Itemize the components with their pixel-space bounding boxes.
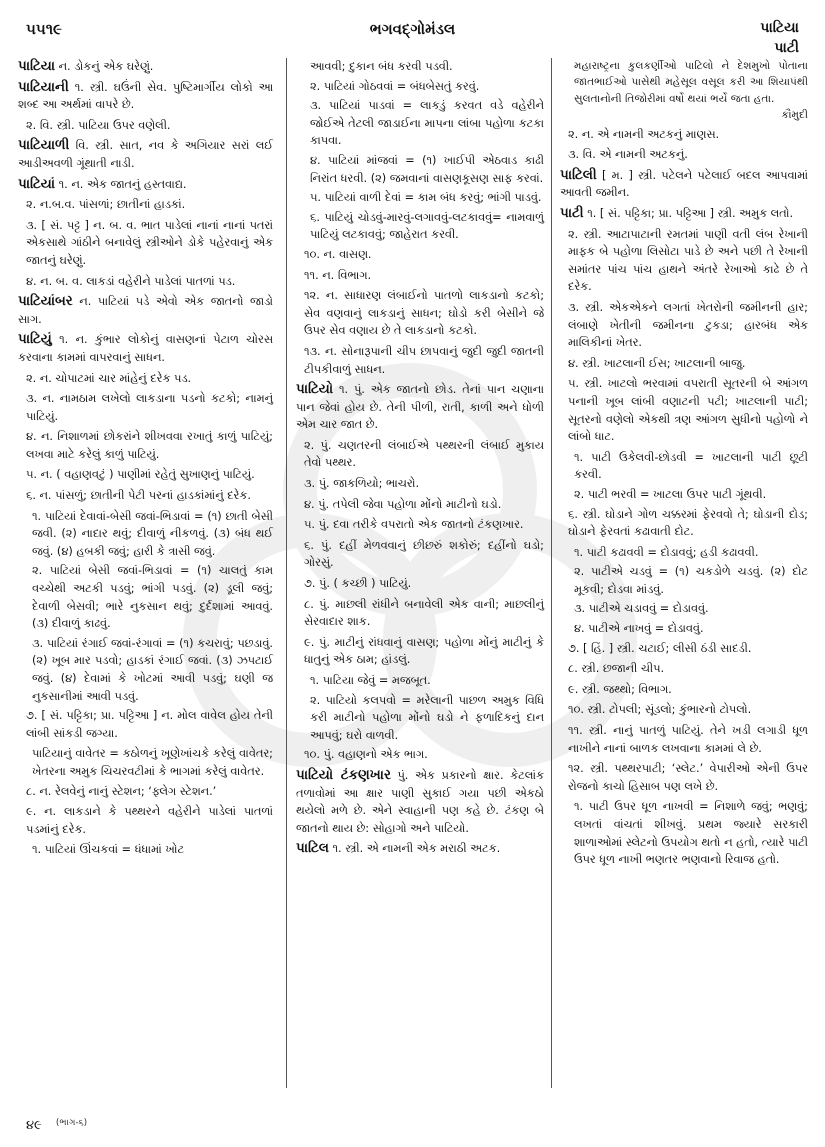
headword: પાટિયાળી	[18, 138, 70, 154]
sense-definition: ૮. ન. રેલવેનું નાનું સ્ટેશન; ‘ફ્લેગ સ્ટેશન.’	[26, 784, 217, 798]
sense-definition: ૯. ન. લાકડાને કે પથ્થરને વહેરીને પાડેલાં પાતળાં પડમાંનું દરેક.	[26, 805, 273, 836]
sense-definition: ૩. [ સં. પટ્ટ ] ન. બ. વ. ભાત પાડેલાં નાનાં નાનાં પતરાં એકસાથે ગાંઠીને બનાવેલું સ્ત્રીઓને ડોકે પહેરવાનું એક જાતનું ઘરેણું.	[26, 218, 273, 267]
guide-word-first: પાટિયા	[760, 20, 799, 36]
idiom-definition: ૨. પાટિયો કલપવો = મરેલાની પાછળ અમુક વિધિ કરી માટીનો પહોળા મોંનો ઘડો ને ફળાદિકનું દાન આપવું; ઘરો વાળવી.	[310, 693, 544, 742]
sense-definition: ૧૨. ન. સાધારણ લંબાઈનો પાતળો લાકડાનો કટકો; સેવ વણવાનું લાકડાનું સાધન; ઘોડો કરી બેસીને જે ઉપર સેવ વણાય છે તે લાકડાનો કટકો.	[304, 289, 544, 338]
guide-word-last: પાટી	[774, 40, 799, 56]
sense-definition: ૧૦. ન. વાસણ.	[304, 247, 372, 261]
sense-definition: ૪. ન. બ. વ. લાકડાં વહેરીને પાડેલાં પાતળાં પડ.	[26, 274, 236, 288]
column-divider	[551, 58, 552, 1088]
idiom-definition: ૫. પાટિયાં વાળી દેવાં = કામ બંધ કરવું; ભાંગી પાડવું.	[310, 191, 542, 205]
sense-definition: ૭. [ સં. પટ્ટિકા; પ્રા. પટ્ટિઆ ] ન. મોલ વાવેલ હોય તેની લાંબી સાંકડી જગ્યા.	[26, 709, 273, 740]
headword: પાટિલ	[296, 841, 329, 857]
headword: પાટી	[560, 206, 584, 221]
dictionary-entry	[18, 58, 273, 76]
sense-definition: ૫. સ્ત્રી. ખાટલો ભરવામાં વપરાતી સૂતરની બે આંગળ પનાની ખૂબ લાંબી વણાટની પટી; ખાટલાની પાટી; સૂતરનો વણેલો એકથી ત્રણ આંગળ સુધીનો પહોળો ને લાંબો ધાટ.	[568, 377, 808, 444]
sense-definition: ૧૨. સ્ત્રી. પથ્થરપાટી; ‘સ્લેટ.’ વેપારીઓ એની ઉપર રોજનો કાચો હિસાબ પણ લખે છે.	[568, 762, 808, 793]
sense-definition: ૮. પું. માછલી રાંધીને બનાવેલી એક વાની; માછલીનું સેરવાદાર શાક.	[304, 597, 544, 629]
sense-definition: ૩. પું. જાકળિયો; ભાચરો.	[304, 477, 420, 491]
sense-definition: ૫. ન. ( વહાણવટું ) પાણીમાં રહેતું સુખાણનું પાટિયું.	[26, 468, 255, 482]
idiom-definition: ૩. પાટિયાં પાડવાં = લાકડું કરવત વડે વહેરીને જોઈએ તેટલી જાડાઈના માપના લાંબા પહોળા કટકા કાપવા.	[310, 99, 544, 148]
sense-definition: ૯. સ્ત્રી. જથ્થો; વિભાગ.	[568, 682, 672, 696]
page-number: ૫૫૧૯	[26, 20, 62, 38]
idiom-definition: ૧. પાટિયા જેવું = મજબૂત.	[310, 674, 431, 687]
idiom-definition: ૩. પાટિયાં રંગાઈ જવાં-રંગાવાં = (૧) કચરાવું; પછડાવું. (૨) ખૂબ માર પડવો; હાડકાં રંગાઈ જવાં. (૩) ઝપટાઈ જવું. (૪) દેવામાં કે ખોટમાં આવી પડવું; ઘણી જ નુકસાનીમાં આવી પડવું.	[32, 636, 273, 703]
page-footer	[26, 1118, 87, 1133]
entry-definition: ૧. પું. એક જાતનો છોડ. તેનાં પાન ચણાના પાન જેવાં હોય છે. તેની પીળી, રાતી, કાળી અને ધોળી એમ ચાર જાત છે.	[296, 383, 544, 432]
sense-definition: ૧૧. સ્ત્રી. નાનું પાતળું પાટિયું. તેને ખડી લગાડી ધૂળ નાખીને નાનાં બાળક લખવાના કામમાં લે છે.	[568, 724, 808, 755]
entry-definition: ન. ડોકનું એક ઘરેણું.	[55, 60, 154, 73]
dictionary-entry	[18, 331, 273, 366]
idiom-definition: ૧. પાટી ઉપર ધૂળ નાખવી = નિશાળે જવું; ભણવું; લખતાં વાંચતાં શીખવું. પ્રથમ જ્યારે સરકારી શાળાઓમાં સ્લેટનો ઉપયોગ થતો ન હતો, ત્યારે પાટી ઉપર ધૂળ નાખી ભણતર ભણવાનો રિવાજ હતો.	[574, 800, 808, 867]
idiom-definition: ૧. પાટી કઢાવવી = દોડાવવું; હડી કઢાવવી.	[574, 545, 759, 559]
entry-definition: ૧. ન. કુંભાર લોકોનું વાસણનાં પેટાળ ચોરસ કરવાના કામમાં વાપરવાનું સાધન.	[18, 333, 273, 364]
headword: પાટિયા	[18, 59, 56, 74]
sense-definition: ૮. સ્ત્રી. છજાની ચીપ.	[568, 662, 665, 676]
column-2	[296, 58, 544, 861]
column-1	[18, 58, 273, 861]
quote-text: મહારાષ્ટ્રના કુલકર્ણીઓ પાટિલો ને દેશમુખો પોતાના જાતભાઈઓ પાસેથી મહેસૂલ વસૂલ કરી આ શિયાપંથી સુલતાનોની તિજોરીમાં વર્ષો થયાં ભર્યે જતા હતા.	[574, 60, 808, 105]
sense-definition: ૩. સ્ત્રી. એકએકને લગતાં ખેતરોની જમીનની હાર; લંબાણે ખેતીની જમીનના ટુકડા; હારબંધ એક માલિકીનાં ખેતર.	[568, 300, 808, 350]
entry-definition: ૧. ન. એક જાતનું હસ્તવાદ્ય.	[55, 177, 187, 191]
sense-definition: ૪. સ્ત્રી. ખાટલાની ઈસ; ખાટલાની બાજુ.	[568, 356, 746, 370]
entry-definition: ૧. સ્ત્રી. એ નામની એક મરાઠી અટક.	[328, 842, 501, 856]
column-divider	[286, 58, 287, 1088]
dictionary-entry	[18, 137, 273, 172]
sense-definition: ૨. ન.બ.વ. પાંસળાં; છાતીનાં હાડકાં.	[26, 198, 186, 212]
entry-definition: [ મ. ] સ્ત્રી. પટેલને પટેલાઈ બદલ આપવામાં આવતી જમીન.	[560, 168, 808, 200]
sense-definition: ૬. ન. પાંસળું; છાતીની પેટી પરનાં હાડકાંમાંનું દરેક.	[26, 489, 251, 503]
column-3	[560, 58, 808, 871]
page-header	[0, 0, 825, 56]
dictionary-entry	[18, 293, 273, 328]
idiom-definition: ૨. પાટીએ ચડવું = (૧) ચકડોળે ચડવું. (૨) દોટ મૂકવી; દોડવા માંડવું.	[574, 565, 808, 596]
idiom-definition: ૩. પાટીએ ચડાવવું = દોડાવવું.	[574, 602, 709, 616]
sense-definition: ૧૩. ન. સોનારૂપાની ચીપ છાપવાનું જુદી જુદી જાતની ટીપકીવાળું સાધન.	[304, 344, 544, 376]
sense-definition: ૫. પું. દવા તરીકે વપરાતો એક જાતનો ટંકણખાર.	[304, 518, 524, 532]
headword: પાટિયાંબર	[18, 294, 73, 310]
sense-definition: ૨. ન. ચોપાટમાં ચાર માંહેનું દરેક પડ.	[26, 371, 192, 385]
sense-definition: ૨. વિ. સ્ત્રી. પાટિયા ઉપર વણેલી.	[26, 118, 171, 132]
sense-definition: ૬. સ્ત્રી. ઘોડાને ગોળ ચક્કરમાં ફેરવવો તે; ઘોડાની દોડ; ઘોડાને ફેરવતાં કઢાવાતી દોટ.	[568, 507, 808, 539]
idiom-definition: ૨. પાટિયાં બેસી જવાં-ભિડાવાં = (૧) ચાલતું કામ વચ્ચેથી અટકી પડવું; ભાંગી પડવું. (૨) ડૂલી જવું; દેવાળી બેસવી; ભારે નુકસાન થવું; દુર્દશામાં આવવું. (૩) દીવાળું કાઢવું.	[32, 564, 273, 631]
sense-definition: ૪. પું. તપેલી જેવા પહોળા મોંનો માટીનો ઘડો.	[304, 497, 502, 511]
sense-definition: ૨. સ્ત્રી. આટાપાટાની રમતમાં પાણી વતી લંબ રેખાની માફક બે પહોળા લિસોટા પાડે છે અને પછી તે રેખાની સમાંતર પાંચ પાંચ હાથને અંતરે રેખાઓ કાઢે છે તે દરેક.	[568, 227, 808, 294]
entry-definition: ૧. [ સં. પટ્ટિકા; પ્રા. પટ્ટિઆ ] સ્ત્રી. અમુક લતો.	[583, 207, 794, 220]
idiom-definition: પાટિયાનું વાવેતર = કઠોળનું ખૂણેખાંચકે કરેલું વાવેતર; ખેતરના અમુક ચિચરવટીમાં કે ભાગમાં કરેલું વાવેતર.	[32, 747, 273, 778]
idiom-definition: આવવી; દુકાન બંધ કરવી પડવી.	[310, 60, 453, 73]
entry-definition: ન. પાટિયાં પડે એવો એક જાતનો જાડો સાગ.	[18, 295, 273, 326]
idiom-definition: ૧. પાટિયાં ઊંચકવાં = ધંધામાં ખોટ	[32, 843, 185, 857]
dictionary-entry	[296, 840, 544, 858]
idiom-definition: ૬. પાટિયું ચોડવું-મારવું-લગાવવું-લટકાવવું= નામવાળું પાટિયું લટકાવવું; જાહેરાત કરવી.	[310, 210, 544, 242]
entry-definition: પું. એક પ્રકારનો ક્ષાર. કેટલાંક તળાવોમાં આ ક્ષાર પાણી સુકાઈ ગયા પછી એકઠો થયેલો મળે છે. એને સ્વાહાની પણ કહે છે. ટંકણ બે જાતનો થાય છે: સોહાગો અને પાટિયો.	[296, 768, 544, 835]
sense-definition: ૨. પું. ચણતરની લંબાઈએ પથ્થરની લંબાઈ મુકાય તેવો પથ્થર.	[304, 438, 544, 470]
sense-definition: ૧૦. સ્ત્રી. ટોપલી; સૂંડલો; કુંભારનો ટોપલો.	[568, 703, 752, 717]
dictionary-entry	[18, 79, 273, 114]
sense-definition: ૪. ન. નિશાળમાં છોકરાંને શીખવવા રખાતું કાળું પાટિયું; લખવા માટે કરેલું કાળું પાટિયું.	[26, 430, 273, 461]
entry-definition: ૧. સ્ત્રી. ઘઉંની સેવ. પુષ્ટિમાર્ગીય લોકો આ શબ્દ આ અર્થમાં વાપરે છે.	[18, 80, 273, 112]
sense-definition: ૧૧. ન. વિભાગ.	[304, 268, 372, 282]
dictionary-columns	[0, 58, 825, 1088]
sense-definition: ૯. પું. માટીનું રાંધવાનું વાસણ; પહોળા મોંનું માટીનું કે ધાતુનું એક ઠામ; હાંડલું.	[304, 635, 544, 667]
headword: પાટિયો ટંકણખાર	[296, 767, 391, 783]
dictionary-entry	[560, 167, 808, 202]
sense-definition: ૬. પું. દહીં મેળવવાનું છીછરું શકોરું; દહીંનો ઘડો; ગોરસું.	[304, 538, 544, 570]
sense-definition: ૩. વિ. એ નામની અટકનું.	[568, 148, 688, 162]
footer-page-marker: ૪૯	[26, 1118, 42, 1133]
sense-definition: ૭. [ હિં. ] સ્ત્રી. ચટાઈ; લીસી ઠંડી સાદડી.	[568, 641, 752, 655]
quote-source: કૌમુદી	[781, 109, 808, 122]
sense-definition: ૩. ન. નામઠામ લખેલો લાકડાના પડનો કટકો; નામનું પાટિયું.	[26, 392, 273, 423]
citation-quote	[574, 58, 808, 124]
dictionary-entry	[296, 381, 544, 434]
idiom-definition: ૨. પાટિયાં ગોઠવવાં = બંધબેસતું કરવું.	[310, 79, 480, 93]
headword: પાટિયાની	[18, 79, 69, 95]
dictionary-entry	[18, 176, 273, 194]
entry-definition: વિ. સ્ત્રી. સાત, નવ કે અગિયાર સરાં લઈ આડીઅવળી ગૂંથાતી નાડી.	[18, 139, 273, 170]
dictionary-entry	[560, 205, 808, 223]
sense-definition: ૭. પું. ( કચ્છી ) પાટિયું.	[304, 577, 412, 591]
headword: પાટિલી	[560, 167, 597, 183]
idiom-definition: ૪. પાટીએ નાખવું = દોડાવવું.	[574, 622, 704, 636]
footer-volume: (ભાગ-૬)	[55, 1118, 88, 1128]
headword: પાટિયાં	[18, 176, 56, 192]
dictionary-title: ભગવદ્ગોમંડલ	[369, 20, 456, 38]
idiom-definition: ૨. પાટી ભરવી = ખાટલા ઉપર પાટી ગૂંથવી.	[574, 487, 767, 501]
idiom-definition: ૧. પાટી ઉકેલવી-છોડવી = ખાટલાની પાટી છૂટી કરવી.	[574, 450, 808, 482]
sense-definition: ૧૦. પું. વહાણનો એક ભાગ.	[304, 748, 428, 762]
idiom-definition: ૪. પાટિયાં માંજવાં = (૧) ખાઈપી એઠવાડ કાઢી નિરાંત ધરવી. (૨) જમવાનાં વાસણકૂસણ સાફ કરવાં.	[310, 153, 544, 185]
guide-words	[760, 18, 799, 58]
dictionary-entry	[296, 767, 544, 837]
headword: પાટિયું	[18, 332, 52, 348]
headword: પાટિયો	[296, 382, 334, 398]
sense-definition: ૨. ન. એ નામની અટકનું માણસ.	[568, 127, 720, 141]
idiom-definition: ૧. પાટિયાં દેવાવાં-બેસી જવાં-ભિડાવાં = (૧) છાતી બેસી જવી. (૨) નાદાર થવું; દીવાળું નીકળવું. (૩) બંધ થઈ જવું. (૪) હબકી જવું; હારી કે ત્રાસી જવું.	[32, 509, 273, 558]
